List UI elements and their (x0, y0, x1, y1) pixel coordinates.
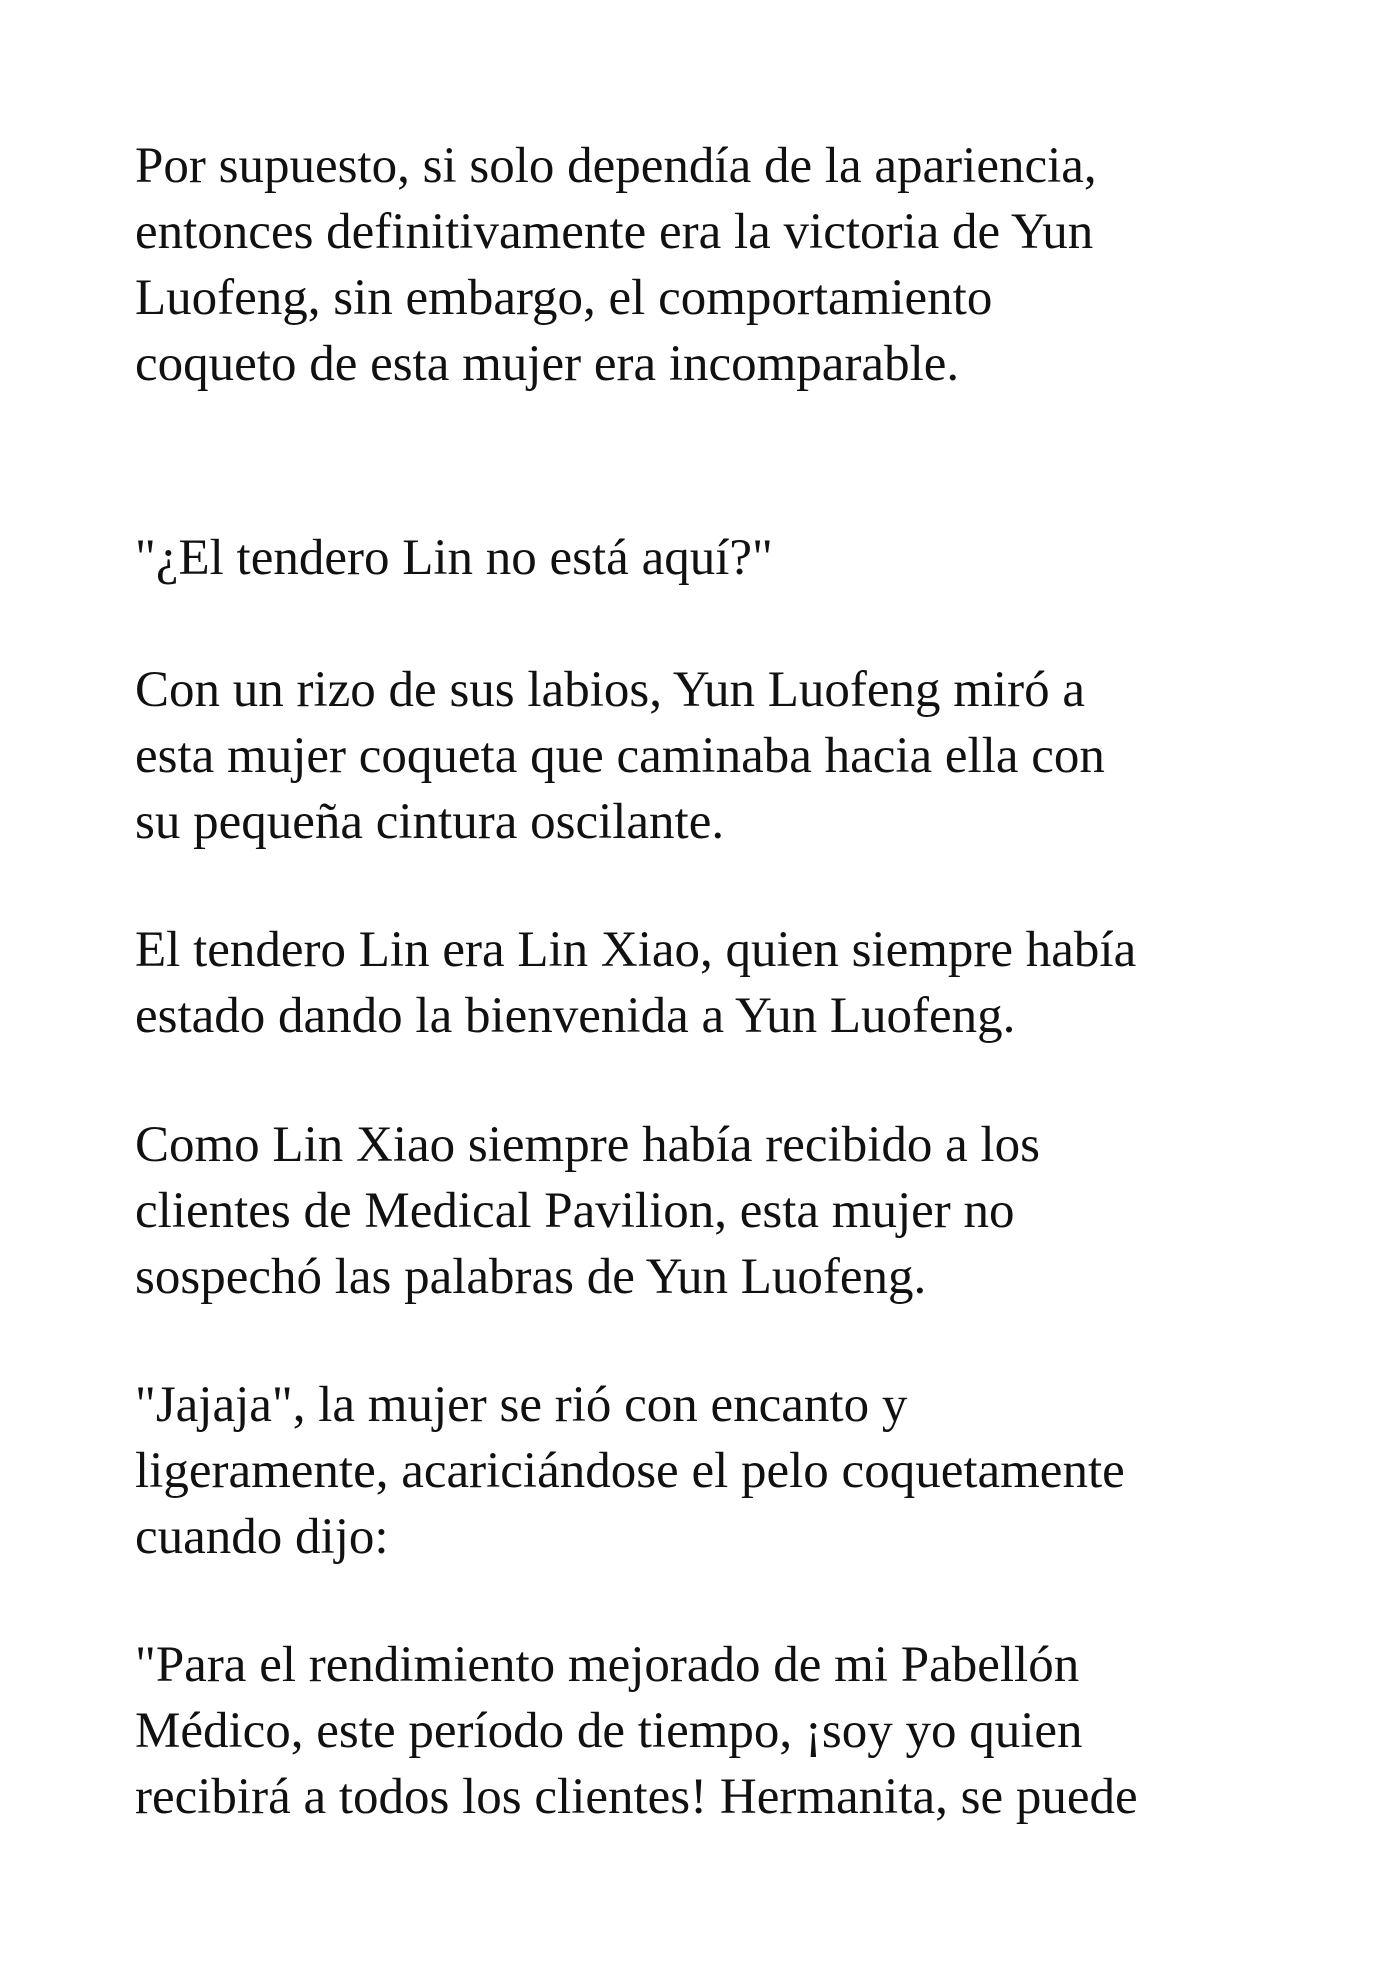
text-line: sospechó las palabras de Yun Luofeng. (135, 1249, 927, 1305)
paragraph-1 (135, 133, 1097, 397)
text-line: Como Lin Xiao siempre había recibido a los (135, 1117, 1041, 1173)
text-line: El tendero Lin era Lin Xiao, quien siempre había (135, 922, 1137, 978)
paragraph-6 (135, 1372, 1125, 1570)
text-line: su pequeña cintura oscilante. (135, 794, 725, 850)
text-line: clientes de Medical Pavilion, esta mujer no (135, 1183, 1015, 1239)
text-line: Médico, este período de tiempo, ¡soy yo quien (135, 1703, 1083, 1759)
text-line: coqueto de esta mujer era incomparable. (135, 336, 960, 392)
paragraph-3 (135, 657, 1105, 855)
text-line: recibirá a todos los clientes! Hermanita, se puede (135, 1769, 1138, 1825)
text-line: esta mujer coqueta que caminaba hacia ella con (135, 728, 1105, 784)
text-line: "Para el rendimiento mejorado de mi Pabellón (135, 1637, 1080, 1693)
text-line: ligeramente, acariciándose el pelo coquetamente (135, 1443, 1125, 1499)
text-line: "Jajaja", la mujer se rió con encanto y (135, 1377, 908, 1433)
paragraph-7 (135, 1632, 1138, 1830)
text-line: estado dando la bienvenida a Yun Luofeng. (135, 988, 1016, 1044)
text-line: cuando dijo: (135, 1509, 389, 1565)
text-line: Con un rizo de sus labios, Yun Luofeng miró a (135, 662, 1085, 718)
paragraph-2 (135, 525, 773, 591)
paragraph-4 (135, 917, 1136, 1049)
text-line: Por supuesto, si solo dependía de la apariencia, (135, 138, 1097, 194)
paragraph-5 (135, 1112, 1040, 1310)
text-line: Luofeng, sin embargo, el comportamiento (135, 270, 993, 326)
text-line: "¿El tendero Lin no está aquí?" (135, 530, 773, 586)
text-line: entonces definitivamente era la victoria de Yun (135, 204, 1094, 260)
